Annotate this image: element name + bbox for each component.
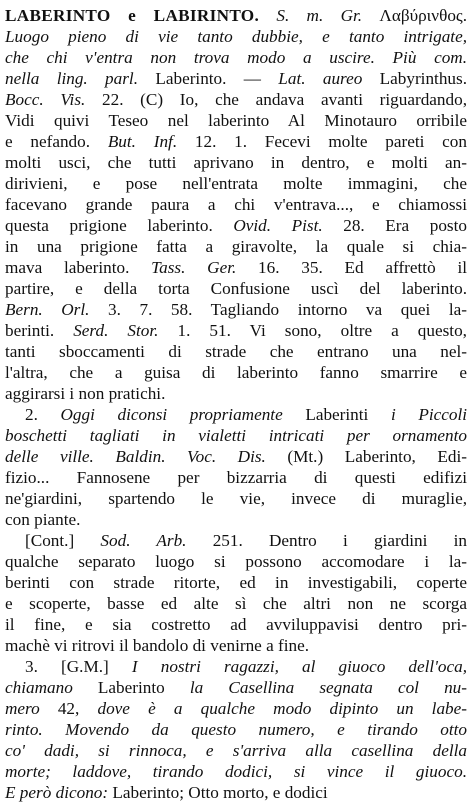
text-segment: 3. 7. 58. Tagliando intorno va quei la- xyxy=(89,300,467,319)
text-segment: partire, e della torta Confusione uscì del laberinto. xyxy=(5,279,467,298)
text-segment: Vidi quivi Teseo nel laberinto Al Minotauro orribile xyxy=(5,111,467,130)
text-segment: il fine, e sia costretto ad avviluppavisi dentro pri- xyxy=(5,615,467,634)
text-segment: aggirarsi i non pratichi. xyxy=(5,384,166,403)
text-segment xyxy=(259,6,276,25)
italic-segment: rinto. Movendo da questo numero, e tirando otto xyxy=(5,720,467,739)
text-segment: e scoperte, basse ed alte sì che altri non ne scorga xyxy=(5,594,467,613)
text-segment: con piante. xyxy=(5,510,81,529)
dictionary-page xyxy=(5,4,467,804)
headword: LABERINTO e LABIRINTO. xyxy=(5,6,260,25)
italic-segment: Bocc. Vis. xyxy=(5,90,86,109)
italic-segment: Oggi diconsi propriamente xyxy=(60,405,283,424)
text-segment: 2. xyxy=(25,405,61,424)
italic-segment: i Piccoli xyxy=(390,405,468,424)
italic-segment: Tass. Ger. xyxy=(151,258,237,277)
text-segment: 1. 51. Vi sono, oltre a questo, xyxy=(158,321,467,340)
italic-segment: che chi v'entra non trova modo a uscire. Più com. xyxy=(5,48,467,67)
text-segment: mava laberinto. xyxy=(5,258,152,277)
italic-segment: E però dicono: xyxy=(5,783,109,802)
text-segment: 42, xyxy=(39,699,98,718)
text-segment: facevano grande paura a chi v'entrava..., e chiamossi xyxy=(5,195,467,214)
text-segment: questa prigione laberinto. xyxy=(5,216,234,235)
text-segment: ne'giardini, spartendo le vie, invece di muraglie, xyxy=(5,489,467,508)
text-segment: 16. 35. Ed affrettò il xyxy=(236,258,467,277)
text-segment: Laberinto xyxy=(72,678,190,697)
text-segment: e nefando. xyxy=(5,132,108,151)
text-line xyxy=(5,781,467,805)
italic-segment: co' dadi, si rinnoca, e s'arriva alla casellina della xyxy=(5,741,467,760)
text-segment: Λαβύρινθος. xyxy=(362,6,468,25)
text-segment: in una prigione fatta a giravolte, la quale si chia- xyxy=(5,237,467,256)
text-segment: berinti. xyxy=(5,321,74,340)
text-segment: 12. 1. Fecevi molte pareti con xyxy=(177,132,467,151)
italic-segment: Lat. aureo xyxy=(278,69,363,88)
text-segment: Laberinti xyxy=(282,405,391,424)
italic-segment: I nostri ragazzi, al giuoco dell'oca, xyxy=(131,657,467,676)
italic-segment: dove è a qualche modo dipinto un labe- xyxy=(97,699,468,718)
text-segment: tanti sboccamenti di strade che entrano una nel- xyxy=(5,342,467,361)
text-segment: [Cont.] xyxy=(25,531,101,550)
italic-segment: mero xyxy=(5,699,40,718)
italic-segment: But. Inf. xyxy=(107,132,178,151)
text-segment: 28. Era posto xyxy=(322,216,467,235)
italic-segment: la Casellina segnata col nu- xyxy=(189,678,467,697)
italic-segment: S. m. Gr. xyxy=(276,6,363,25)
italic-segment: morte; laddove, tirando dodici, si vince il giuoco. xyxy=(5,762,467,781)
text-segment: molti usci, che tutti aprivano in dentro, e molti an- xyxy=(5,153,467,172)
text-segment: Labyrinthus. xyxy=(362,69,467,88)
text-segment: berinti con strade ritorte, ed in investigabili, coperte xyxy=(5,573,467,592)
italic-segment: chiamano xyxy=(5,678,73,697)
text-segment: machè vi ritrovi il bandolo di venirne a fine. xyxy=(5,636,310,655)
text-segment: qualche separato luogo si possono accomodare i la- xyxy=(5,552,467,571)
italic-segment: Ovid. Pist. xyxy=(233,216,323,235)
text-segment: Laberinto; Otto morto, e dodici xyxy=(108,783,328,802)
text-segment: Laberinto. — xyxy=(138,69,279,88)
text-segment: 3. [G.M.] xyxy=(25,657,132,676)
text-segment: 251. Dentro i giardini in xyxy=(186,531,467,550)
italic-segment: boschetti tagliati in vialetti intricati per ornamento xyxy=(5,426,467,445)
italic-segment: nella ling. parl. xyxy=(5,69,139,88)
text-segment: 22. (C) Io, che andava avanti riguardando, xyxy=(85,90,467,109)
text-segment: dirivieni, e pose nell'entrata molte immagini, che xyxy=(5,174,467,193)
text-segment: fizio... Fannosene per bizzarria di questi edifizi xyxy=(5,468,467,487)
italic-segment: Serd. Stor. xyxy=(73,321,159,340)
italic-segment: Luogo pieno di vie tanto dubbie, e tanto intrigate, xyxy=(5,27,467,46)
italic-segment: Bern. Orl. xyxy=(5,300,90,319)
italic-segment: Sod. Arb. xyxy=(100,531,187,550)
italic-segment: delle ville. Baldin. Voc. Dis. xyxy=(5,447,266,466)
text-segment: (Mt.) Laberinto, Edi- xyxy=(265,447,467,466)
text-segment: l'altra, che a guisa di laberinto fanno smarrire e xyxy=(5,363,467,382)
